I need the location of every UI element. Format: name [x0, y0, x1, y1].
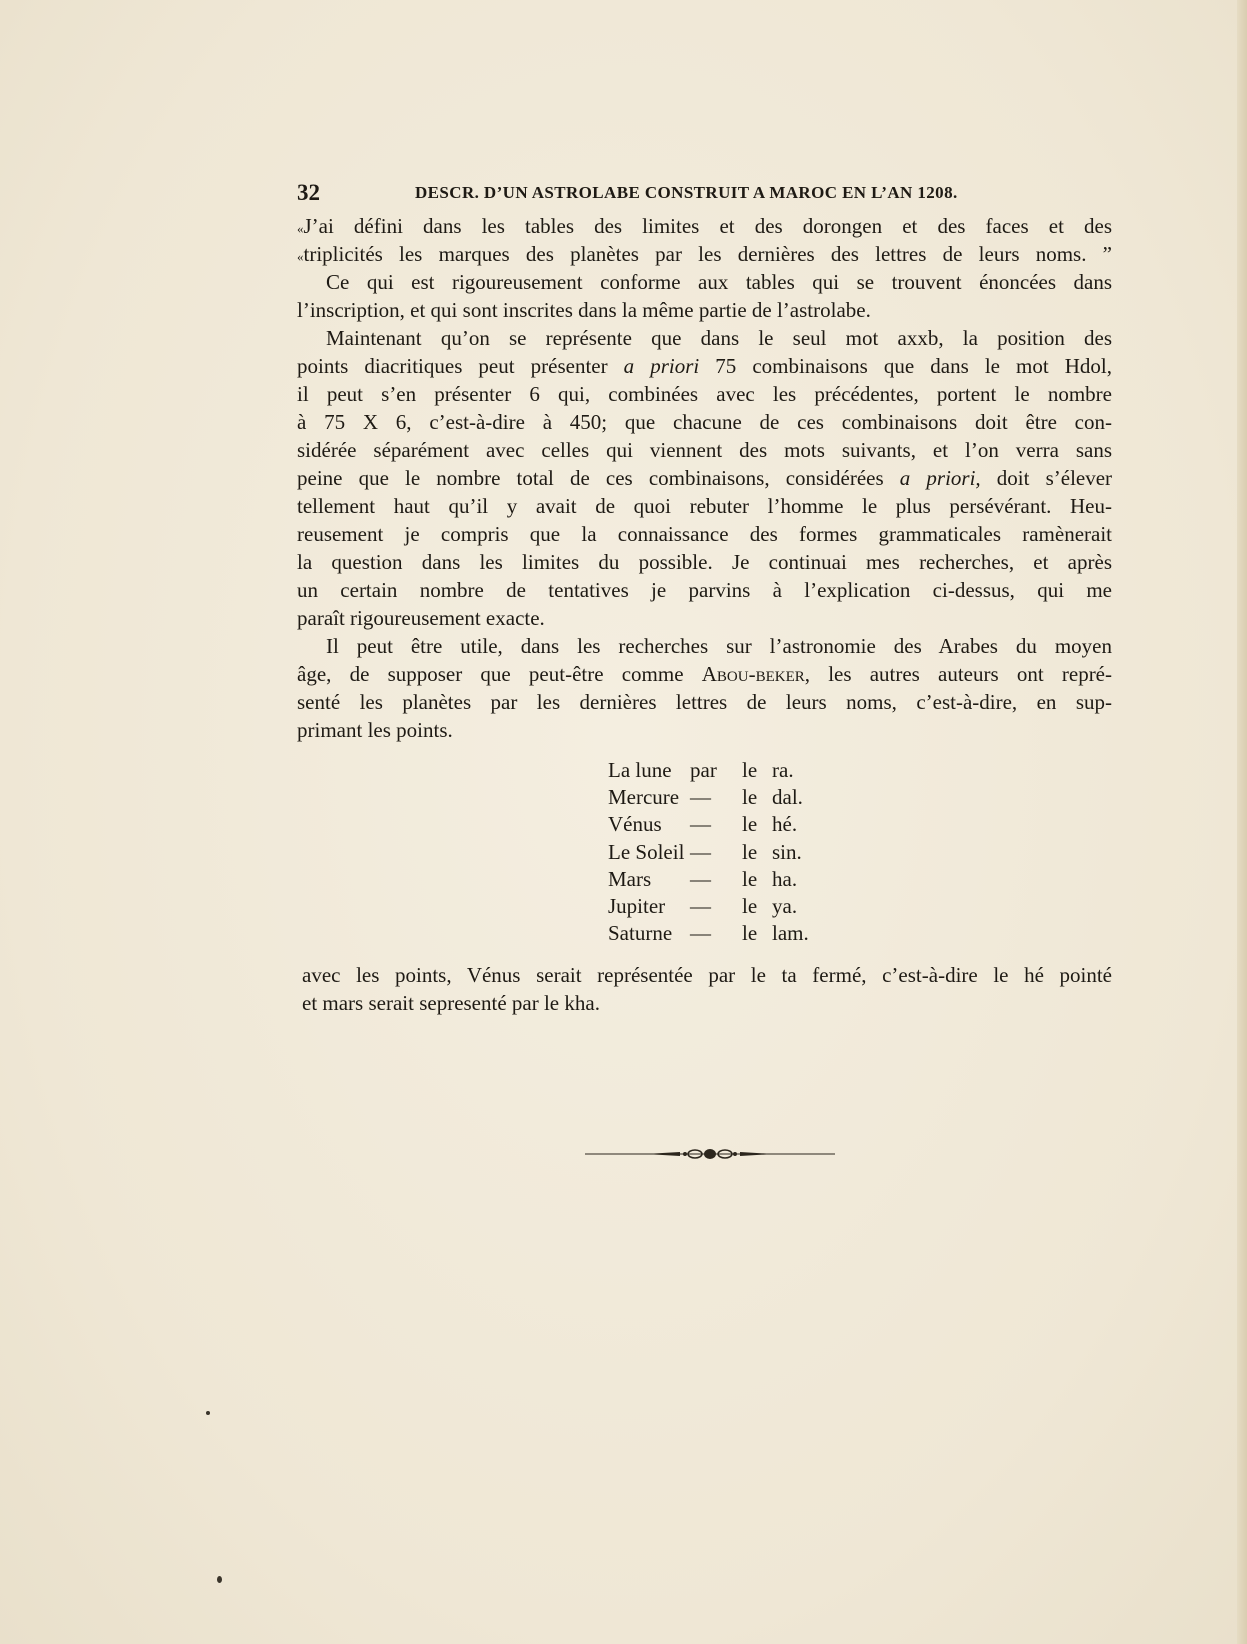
connector: — [690, 921, 711, 946]
paper-speck [217, 1576, 222, 1583]
open-quote-mark: « [297, 249, 304, 264]
connector: — [690, 893, 711, 918]
article: le [742, 785, 758, 810]
text-line: tellement haut qu’il y avait de quoi rebuter l’homme le plus persévérant. Heu- [297, 494, 1112, 518]
article: le [742, 758, 758, 782]
planet-name: La lune [608, 758, 672, 782]
text-span: doit s’élever [996, 466, 1113, 490]
letter-name: lam. [772, 921, 809, 946]
text-line: reusement je compris que la connaissance des formes grammaticales ramènerait [297, 522, 1112, 546]
page-number: 32 [297, 180, 320, 205]
running-header [297, 180, 990, 206]
connector: — [690, 839, 711, 864]
text-span: points diacritiques peut présenter [297, 354, 608, 378]
main-text [297, 212, 1112, 744]
planet-name: Le Soleil [608, 839, 685, 864]
text-line: Il peut être utile, dans les recherches sur l’astronomie des Arabes du moyen [326, 634, 1112, 658]
text-line: un certain nombre de tentatives je parvins à l’explication ci-dessus, qui me [297, 578, 1112, 602]
text-line: paraît rigoureusement exacte. [297, 606, 545, 630]
text-line [297, 660, 1112, 688]
text-line: Maintenant qu’on se représente que dans le seul mot axxb, la position des [326, 326, 1112, 350]
text-span: triplicités les marques des planètes par les dernières des lettres de leurs noms. ” [303, 242, 1112, 266]
connector: — [690, 785, 711, 810]
letter-name: sin. [772, 839, 802, 864]
text-span: les autres auteurs ont repré- [828, 662, 1112, 686]
table-row [608, 811, 809, 838]
planet-name: Mercure [608, 785, 680, 810]
running-title: DESCR. D’UN ASTROLABE CONSTRUIT A MAROC EN L’AN 1208. [415, 183, 958, 202]
text-line: avec les points, Vénus serait représentée par le ta fermé, c’est-à-dire le hé pointé [302, 963, 1112, 987]
open-quote-mark: « [297, 221, 304, 236]
text-line [297, 464, 1112, 492]
text-line: à 75 X 6, c’est-à-dire à 450; que chacune de ces combinaisons doit être con- [297, 410, 1112, 434]
text-line: la question dans les limites du possible. Je continuai mes recherches, et après [297, 550, 1112, 574]
paper-speck [206, 1411, 210, 1415]
letter-name: ha. [772, 866, 798, 891]
article: le [742, 893, 758, 918]
text-span: J’ai défini dans les tables des limites et des dorongen et des faces et des [303, 214, 1112, 238]
table-row [608, 757, 809, 784]
text-span: peine que le nombre total de ces combinaisons, considérées [297, 466, 884, 490]
table-row [608, 784, 809, 811]
planet-name: Saturne [608, 921, 673, 946]
letter-name: ya. [772, 893, 798, 918]
text-line: primant les points. [297, 718, 453, 742]
text-line: sidérée séparément avec celles qui viennent des mots suivants, et l’on verra sans [297, 438, 1112, 462]
article: le [742, 921, 758, 946]
text-line [297, 352, 1112, 380]
letter-name: hé. [772, 812, 798, 837]
planet-name: Jupiter [608, 893, 666, 918]
text-span: âge, de supposer que peut-être comme [297, 662, 684, 686]
article: le [742, 866, 758, 891]
text-span: 75 combinaisons que dans le mot Hdol, [715, 354, 1113, 378]
text-line: et mars serait sepresenté par le kha. [302, 991, 600, 1015]
planet-name: Mars [608, 866, 652, 891]
text-line: Ce qui est rigoureusement conforme aux tables qui se trouvent énoncées dans [326, 270, 1112, 294]
connector: par [690, 758, 717, 782]
planet-letter-table [608, 757, 809, 947]
page-edge [1237, 0, 1247, 1644]
italic-phrase: a priori [623, 354, 700, 378]
closing-text [302, 961, 1112, 1017]
text-line [297, 240, 1112, 268]
planet-name: Vénus [608, 812, 662, 837]
table-row [608, 920, 809, 947]
table-row [608, 866, 809, 893]
connector: — [690, 812, 711, 837]
italic-phrase: a priori, [899, 466, 981, 490]
text-line [297, 212, 1112, 240]
text-line: l’inscription, et qui sont inscrites dans la même partie de l’astrolabe. [297, 298, 871, 322]
connector: — [690, 866, 711, 891]
article: le [742, 812, 758, 837]
table-row [608, 839, 809, 866]
text-line: senté les planètes par les dernières lettres de leurs noms, c’est-à-dire, en sup- [297, 690, 1112, 714]
letter-name: ra. [772, 758, 794, 782]
article: le [742, 839, 758, 864]
tailpiece-ornament-icon [585, 1148, 835, 1160]
author-name: Abou-beker, [701, 662, 810, 686]
letter-name: dal. [772, 785, 803, 810]
text-line: il peut s’en présenter 6 qui, combinées avec les précédentes, portent le nombre [297, 382, 1112, 406]
table-row [608, 893, 809, 920]
